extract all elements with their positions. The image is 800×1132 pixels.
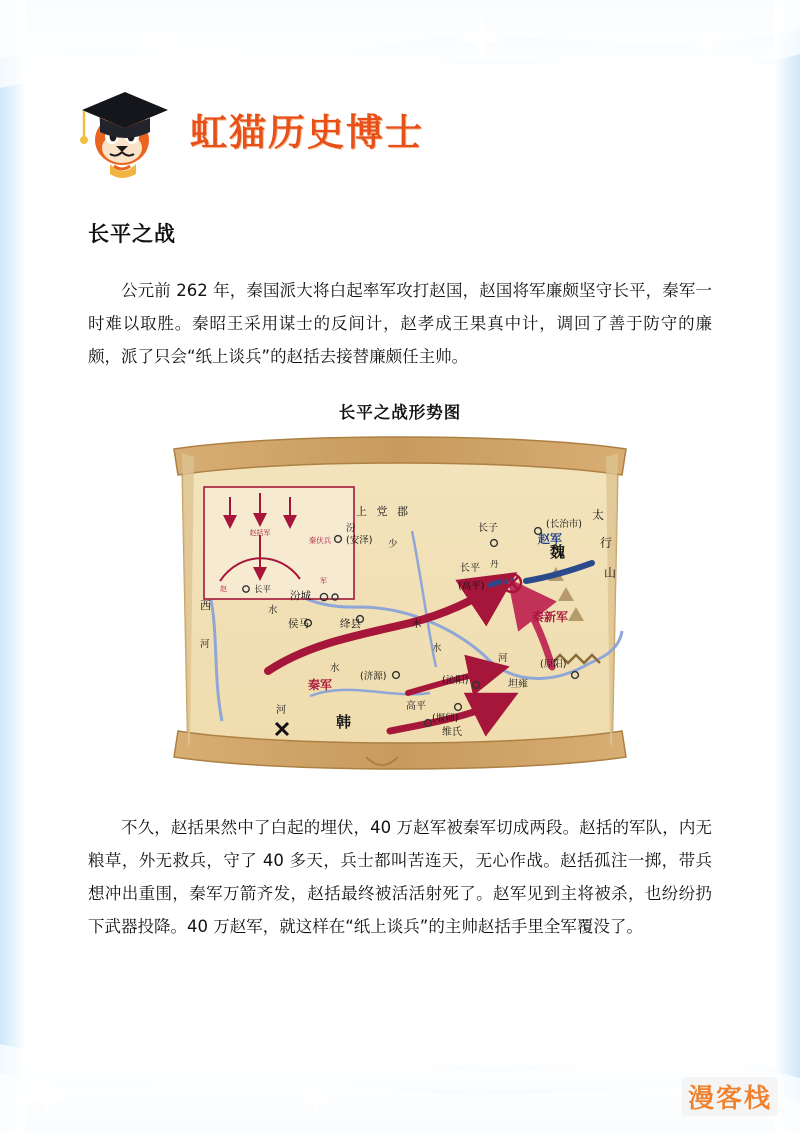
svg-text:(长治市): (长治市) xyxy=(546,519,582,530)
svg-text:山: 山 xyxy=(604,566,617,580)
svg-text:汾城: 汾城 xyxy=(290,590,311,602)
svg-text:太: 太 xyxy=(592,508,605,522)
svg-text:丹: 丹 xyxy=(490,560,499,570)
svg-text:长平: 长平 xyxy=(460,563,480,574)
article-paragraph-2: 不久，赵括果然中了白起的埋伏，40 万赵军被秦军切成两段。赵括的军队，内无粮草，外无救兵，守了 40 多天，兵士都叫苦连天，无心作战。赵括孤注一掷，带兵想冲出重围，秦军万箭齐发，赵括最终被活活射死了。赵军见到主将被杀，也纷纷扔下武器投降。40 万赵军，就这样在“纸上谈兵”的主帅赵括手里全军覆没了。 xyxy=(88,818,712,936)
svg-text:魏: 魏 xyxy=(550,543,566,561)
svg-text:维氏: 维氏 xyxy=(442,727,462,738)
article-heading: 长平之战 xyxy=(88,222,176,246)
svg-text:长平: 长平 xyxy=(254,585,272,595)
svg-text:西: 西 xyxy=(200,599,211,612)
watermark-text: 漫客栈 xyxy=(682,1077,778,1116)
svg-text:秦军: 秦军 xyxy=(308,678,333,692)
svg-text:(济源): (济源) xyxy=(360,671,387,682)
battle-map-illustration xyxy=(160,431,640,781)
page-header xyxy=(70,78,730,188)
svg-text:绛县: 绛县 xyxy=(340,618,361,630)
svg-text:高平: 高平 xyxy=(406,701,426,712)
sparkle-icon xyxy=(140,18,180,58)
article-paragraph-1: 公元前 262 年，秦国派大将白起率军攻打赵国，赵国将军廉颇坚守长平，秦军一时难以取胜。秦昭王采用谋士的反间计，赵孝成王果真中计，调回了善于防守的廉颇，派了只会“纸上谈兵”的赵括去接替廉颇任主帅。 xyxy=(88,281,712,366)
svg-text:水: 水 xyxy=(412,619,422,630)
svg-text:赵军: 赵军 xyxy=(538,532,563,546)
svg-text:河: 河 xyxy=(498,653,508,664)
right-border-decoration xyxy=(774,0,800,1132)
svg-text:河: 河 xyxy=(200,639,210,650)
article xyxy=(88,218,712,943)
bottom-wave-decoration xyxy=(0,1012,800,1132)
cat-graduate-icon xyxy=(70,78,180,188)
left-border-decoration xyxy=(0,0,26,1132)
svg-text:(沁阳): (沁阳) xyxy=(442,675,469,686)
svg-text:河: 河 xyxy=(276,705,286,716)
svg-text:水: 水 xyxy=(432,643,442,654)
svg-text:秦伏兵: 秦伏兵 xyxy=(308,536,332,545)
svg-text:行: 行 xyxy=(600,536,613,550)
svg-text:(安泽): (安泽) xyxy=(346,535,373,546)
sparkle-icon xyxy=(690,30,720,60)
map-caption: 长平之战形势图 xyxy=(338,403,462,422)
watermark xyxy=(682,1077,778,1116)
svg-text:赵括军: 赵括军 xyxy=(249,529,271,537)
svg-text:韩: 韩 xyxy=(336,713,352,731)
svg-text:秦新军: 秦新军 xyxy=(532,610,569,624)
svg-text:少: 少 xyxy=(388,539,398,550)
svg-text:坦雍: 坦雍 xyxy=(508,679,528,690)
svg-text:水: 水 xyxy=(268,605,278,616)
svg-text:赵: 赵 xyxy=(220,585,227,593)
site-title: 虹猫历史博士 xyxy=(190,111,424,154)
svg-text:(堰师): (堰师) xyxy=(432,713,459,724)
svg-text:水: 水 xyxy=(330,663,340,674)
sparkle-icon xyxy=(300,1082,334,1116)
svg-text:侯马: 侯马 xyxy=(288,618,309,630)
sparkle-icon xyxy=(455,14,507,66)
map-figure xyxy=(160,431,640,781)
svg-text:上 党 郡: 上 党 郡 xyxy=(356,505,411,518)
svg-text:长子: 长子 xyxy=(478,523,498,534)
svg-text:汾: 汾 xyxy=(346,523,356,534)
sparkle-icon xyxy=(24,1075,70,1121)
svg-text:(原阳): (原阳) xyxy=(540,659,567,670)
svg-text:(高平): (高平) xyxy=(458,581,485,592)
svg-text:军: 军 xyxy=(320,577,327,585)
